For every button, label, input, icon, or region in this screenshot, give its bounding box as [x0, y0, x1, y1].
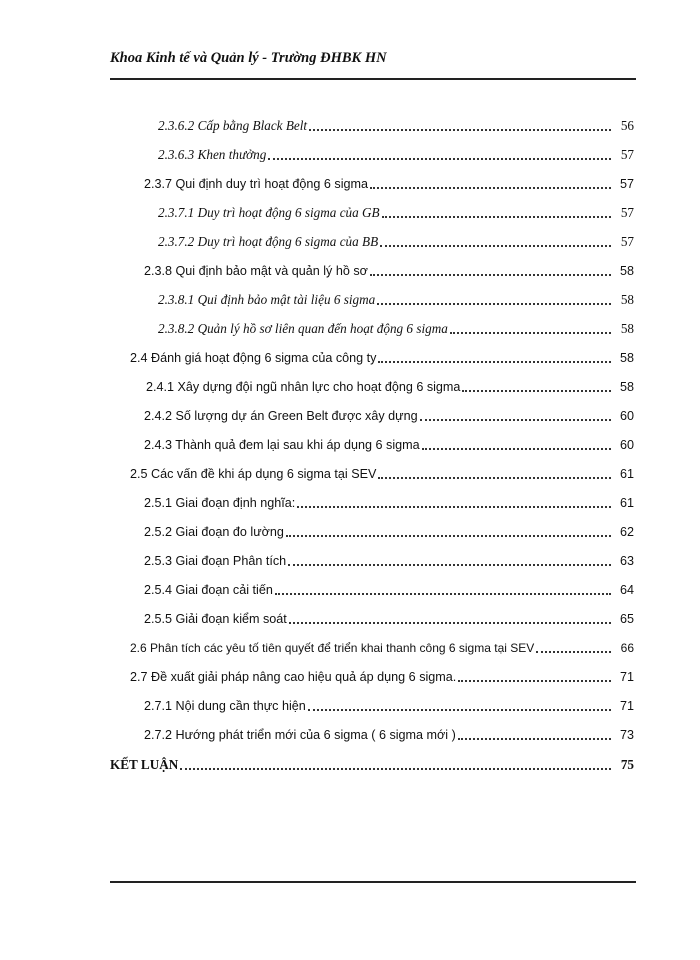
toc-entry[interactable] — [158, 147, 634, 163]
toc-entry-page: 58 — [620, 292, 634, 307]
toc-entry-page: 57 — [620, 147, 634, 162]
dot-leader — [420, 418, 611, 421]
toc-entry[interactable] — [144, 553, 634, 569]
toc-entry-page: 71 — [619, 699, 634, 713]
toc-entry[interactable] — [130, 640, 634, 656]
toc-entry-page: 73 — [619, 728, 634, 742]
dot-leader — [422, 447, 611, 450]
toc-entry[interactable] — [130, 350, 634, 366]
toc-entry-label: 2.7.1 Nội dung cần thực hiện — [144, 699, 306, 713]
toc-entry-page: 61 — [619, 467, 634, 481]
dot-leader — [180, 767, 611, 770]
toc-entry-label: 2.4.2 Số lượng dự án Green Belt được xây dựng — [144, 409, 418, 423]
dot-leader — [288, 563, 611, 566]
toc-entry-page: 60 — [619, 438, 634, 452]
toc-entry-label: 2.5.5 Giải đoạn kiểm soát — [144, 612, 287, 626]
toc-entry-page: 56 — [620, 118, 634, 133]
toc-entry-label: 2.7 Đề xuất giải pháp nâng cao hiệu quả áp dụng 6 sigma. — [130, 670, 457, 684]
dot-leader — [458, 737, 611, 740]
toc-entry-page: 71 — [619, 670, 634, 684]
toc-entry-page: 75 — [620, 757, 634, 772]
toc-entry-label: 2.4.3 Thành quả đem lại sau khi áp dụng 6 sigma — [144, 438, 420, 452]
toc-entry[interactable] — [158, 292, 634, 308]
toc-entry-label: 2.3.8.2 Quản lý hồ sơ liên quan đến hoạt động 6 sigma — [158, 321, 448, 336]
toc-entry[interactable] — [130, 669, 634, 685]
toc-entry-label: 2.7.2 Hướng phát triển mới của 6 sigma ( 6 sigma mới ) — [144, 728, 456, 742]
dot-leader — [378, 360, 611, 363]
dot-leader — [458, 679, 611, 682]
toc-entry-page: 64 — [619, 583, 634, 597]
toc-entry[interactable] — [144, 176, 634, 192]
footer-rule — [110, 881, 636, 883]
toc-entry-page: 57 — [620, 205, 634, 220]
toc-entry[interactable] — [144, 611, 634, 627]
toc-entry-conclusion[interactable] — [110, 757, 634, 773]
toc-entry-page: 63 — [619, 554, 634, 568]
toc-entry-label: 2.5.2 Giai đoạn đo lường — [144, 525, 284, 539]
dot-leader — [308, 708, 611, 711]
dot-leader — [289, 621, 611, 624]
dot-leader — [536, 650, 611, 653]
toc-entry-label: 2.5.1 Giai đoạn định nghĩa: — [144, 496, 296, 510]
dot-leader — [380, 244, 611, 247]
dot-leader — [377, 302, 611, 305]
toc-entry-page: 58 — [619, 264, 634, 278]
toc-entry-page: 57 — [619, 177, 634, 191]
toc-entry-label: 2.6 Phân tích các yêu tố tiên quyết để triển khai thanh công 6 sigma tại SEV — [130, 641, 535, 655]
toc-entry[interactable] — [144, 524, 634, 540]
dot-leader — [370, 186, 611, 189]
toc-entry-label: 2.4 Đánh giá hoạt động 6 sigma của công ty — [130, 351, 377, 365]
toc-entry[interactable] — [130, 466, 634, 482]
running-header: Khoa Kinh tế và Quản lý - Trường ĐHBK HN — [110, 50, 387, 66]
toc-entry-label: 2.4.1 Xây dựng đội ngũ nhân lực cho hoạt động 6 sigma — [146, 380, 461, 394]
toc-entry[interactable] — [158, 118, 634, 134]
toc-entry[interactable] — [144, 698, 634, 714]
toc-entry-page: 57 — [620, 234, 634, 249]
toc-entry-label: 2.3.7.2 Duy trì hoạt động 6 sigma của BB — [158, 234, 379, 249]
dot-leader — [450, 331, 611, 334]
toc-entry-label: 2.3.7.1 Duy trì hoạt động 6 sigma của GB — [158, 205, 380, 220]
dot-leader — [297, 505, 611, 508]
dot-leader — [309, 128, 611, 131]
toc-entry-page: 58 — [620, 321, 634, 336]
toc-entry-label: 2.3.6.2 Cấp bằng Black Belt — [158, 118, 308, 133]
toc-entry-page: 61 — [619, 496, 634, 510]
toc-entry[interactable] — [146, 379, 634, 395]
dot-leader — [275, 592, 611, 595]
toc-entry-page: 58 — [619, 351, 634, 365]
toc-entry-page: 65 — [619, 612, 634, 626]
toc-entry[interactable] — [144, 408, 634, 424]
toc-entry-label: 2.5 Các vấn đề khi áp dụng 6 sigma tại SEV — [130, 467, 377, 481]
toc-entry[interactable] — [158, 234, 634, 250]
toc-entry[interactable] — [144, 582, 634, 598]
toc-entry-label: 2.3.8 Qui định bảo mật và quản lý hồ sơ — [144, 264, 368, 278]
toc-entry[interactable] — [144, 495, 634, 511]
toc-entry[interactable] — [158, 205, 634, 221]
dot-leader — [462, 389, 611, 392]
toc-entry[interactable] — [158, 321, 634, 337]
toc-entry-label: 2.3.6.3 Khen thưởng — [158, 147, 267, 162]
dot-leader — [382, 215, 611, 218]
toc-entry-label: KẾT LUẬN — [110, 757, 179, 772]
toc-entry-page: 58 — [619, 380, 634, 394]
dot-leader — [268, 157, 611, 160]
toc-entry-page: 60 — [619, 409, 634, 423]
toc-entry-page: 62 — [619, 525, 634, 539]
toc-entry-page: 66 — [620, 641, 634, 655]
toc-entry[interactable] — [144, 263, 634, 279]
toc-entry[interactable] — [144, 437, 634, 453]
toc-entry-label: 2.3.7 Qui định duy trì hoạt động 6 sigma — [144, 177, 369, 191]
dot-leader — [286, 534, 611, 537]
toc-entry[interactable] — [144, 727, 634, 743]
toc-entry-label: 2.5.3 Giai đoạn Phân tích — [144, 554, 287, 568]
dot-leader — [370, 273, 611, 276]
toc-entry-label: 2.3.8.1 Qui định bảo mật tài liệu 6 sigma — [158, 292, 376, 307]
toc-entry-label: 2.5.4 Giai đoạn cải tiến — [144, 583, 273, 597]
dot-leader — [378, 476, 611, 479]
